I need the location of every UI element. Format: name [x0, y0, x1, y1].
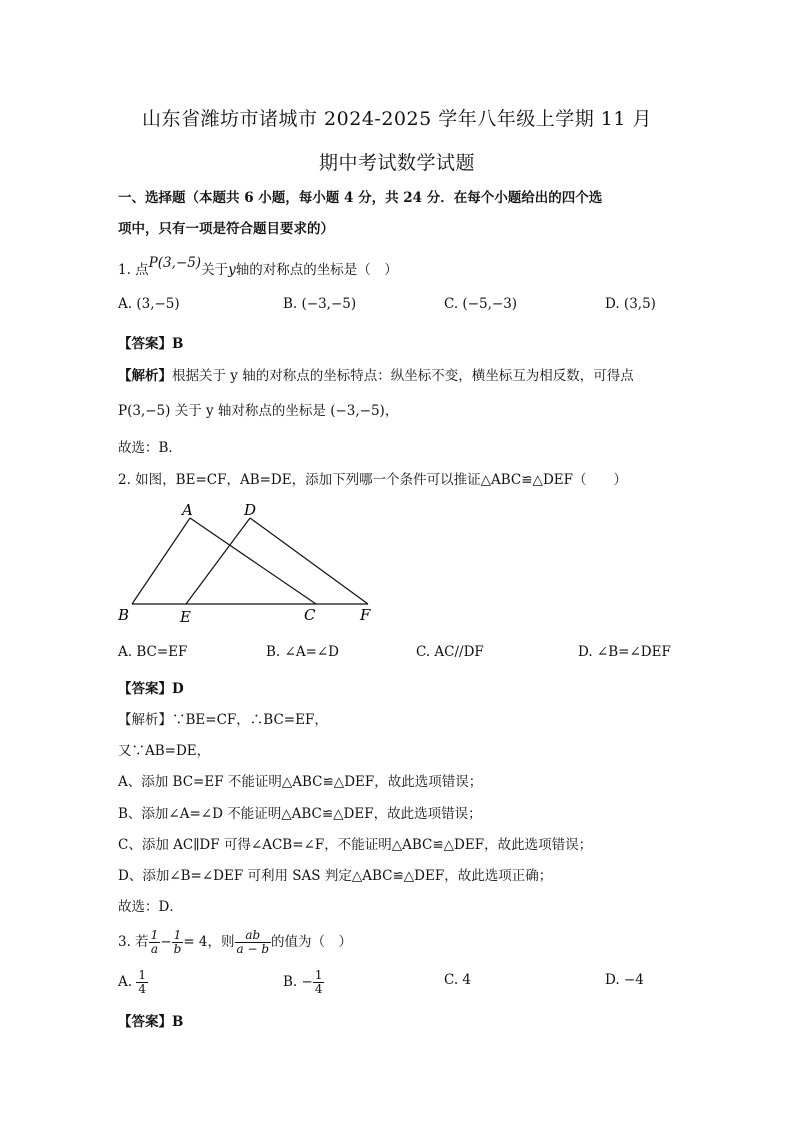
- q1-explain-2: P(3,−5) 关于 y 轴对称点的坐标是 (−3,−5)，: [118, 403, 399, 419]
- q2-triangle-figure: [110, 498, 390, 630]
- q1-option-c: C. (−5,−3): [444, 296, 518, 312]
- q2-conclusion: 故选：D．: [118, 899, 183, 915]
- q1-conclusion: 故选：B．: [118, 440, 182, 456]
- section-heading-line-1: 一、选择题（本题共 6 小题，每小题 4 分，共 24 分．在每个小题给出的四个选: [118, 190, 603, 206]
- q3-stem: [118, 924, 352, 960]
- q2-option-a: A. BC=EF: [118, 644, 188, 660]
- q2-explain-4: B、添加∠A=∠D 不能证明△ABC≌△DEF，故此选项错误；: [118, 806, 482, 822]
- section-heading-line-2: 项中，只有一项是符合题目要求的）: [118, 221, 334, 237]
- q1-explain-1: [118, 364, 634, 384]
- q3-fraction-2: $\frac{1}{b}$: [173, 928, 182, 956]
- label-b: B: [118, 606, 130, 624]
- q1-explain-text: 根据关于 y 轴的对称点的坐标特点：纵坐标不变，横坐标互为相反数，可得点: [172, 368, 634, 384]
- q1-explain-label: 【解析】: [118, 368, 172, 384]
- q1-mid: 关于: [201, 262, 229, 278]
- q2-explain-1: 【解析】∵BE=CF，∴BC=EF，: [118, 712, 328, 728]
- q1-prefix: 1. 点: [118, 262, 149, 278]
- q2-answer: 【答案】D: [118, 681, 184, 697]
- q2-explain-3: A、添加 BC=EF 不能证明△ABC≌△DEF，故此选项错误；: [118, 774, 483, 790]
- q3-suffix: 的值为（ ）: [271, 934, 353, 950]
- q3-option-b: B. − $\frac{1}{4}$: [283, 968, 323, 996]
- q3-fraction-3: $\frac{ab}{a - b}$: [236, 928, 270, 956]
- q3-fraction-1: $\frac{1}{a}$: [150, 928, 159, 956]
- label-a: A: [182, 501, 193, 519]
- q1-answer: 【答案】B: [118, 336, 184, 352]
- q2-explain-2: 又∵AB=DE，: [118, 743, 211, 759]
- q1-option-a: A. (3,−5): [118, 296, 180, 312]
- q2-stem: 2. 如图，BE=CF，AB=DE，添加下列哪一个条件可以推证△ABC≌△DEF（ ）: [118, 472, 627, 488]
- q2-option-b: B. ∠A=∠D: [266, 644, 340, 660]
- q3-option-a-fraction: $\frac{1}{4}$: [138, 968, 146, 996]
- label-c: C: [304, 606, 316, 624]
- q3-option-c: C. 4: [444, 972, 472, 988]
- title-line-2: 期中考试数学试题: [318, 152, 475, 174]
- q3-prefix: 3. 若: [118, 934, 149, 950]
- q2-explain-6: D、添加∠B=∠DEF 可利用 SAS 判定△ABC≌△DEF，故此选项正确；: [118, 868, 553, 884]
- q1-point: P(3,−5): [148, 255, 202, 271]
- q3-option-a: A. $\frac{1}{4}$: [118, 968, 146, 996]
- q2-explain-5: C、添加 AC∥DF 可得∠ACB=∠F，不能证明△ABC≌△DEF，故此选项错误；: [118, 837, 593, 853]
- q1-axis: y: [228, 262, 236, 278]
- q2-option-c: C. AC//DF: [416, 644, 484, 660]
- q1-stem: [118, 255, 398, 278]
- q1-suffix: 轴的对称点的坐标是（ ）: [235, 262, 398, 278]
- label-f: F: [360, 606, 371, 624]
- q3-answer: 【答案】B: [118, 1014, 184, 1030]
- q3-option-b-fraction: $\frac{1}{4}$: [314, 968, 323, 996]
- label-d: D: [244, 501, 257, 519]
- q1-option-d: D. (3,5): [605, 296, 656, 312]
- q3-minus: −: [160, 934, 172, 950]
- label-e: E: [180, 608, 191, 626]
- q1-option-b: B. (−3,−5): [283, 296, 357, 312]
- q3-option-d: D. −4: [605, 972, 644, 988]
- q3-equals: = 4，则: [183, 934, 235, 950]
- title-line-1: 山东省潍坊市诸城市 2024-2025 学年八年级上学期 11 月: [142, 108, 652, 130]
- q2-option-d: D. ∠B=∠DEF: [578, 644, 671, 660]
